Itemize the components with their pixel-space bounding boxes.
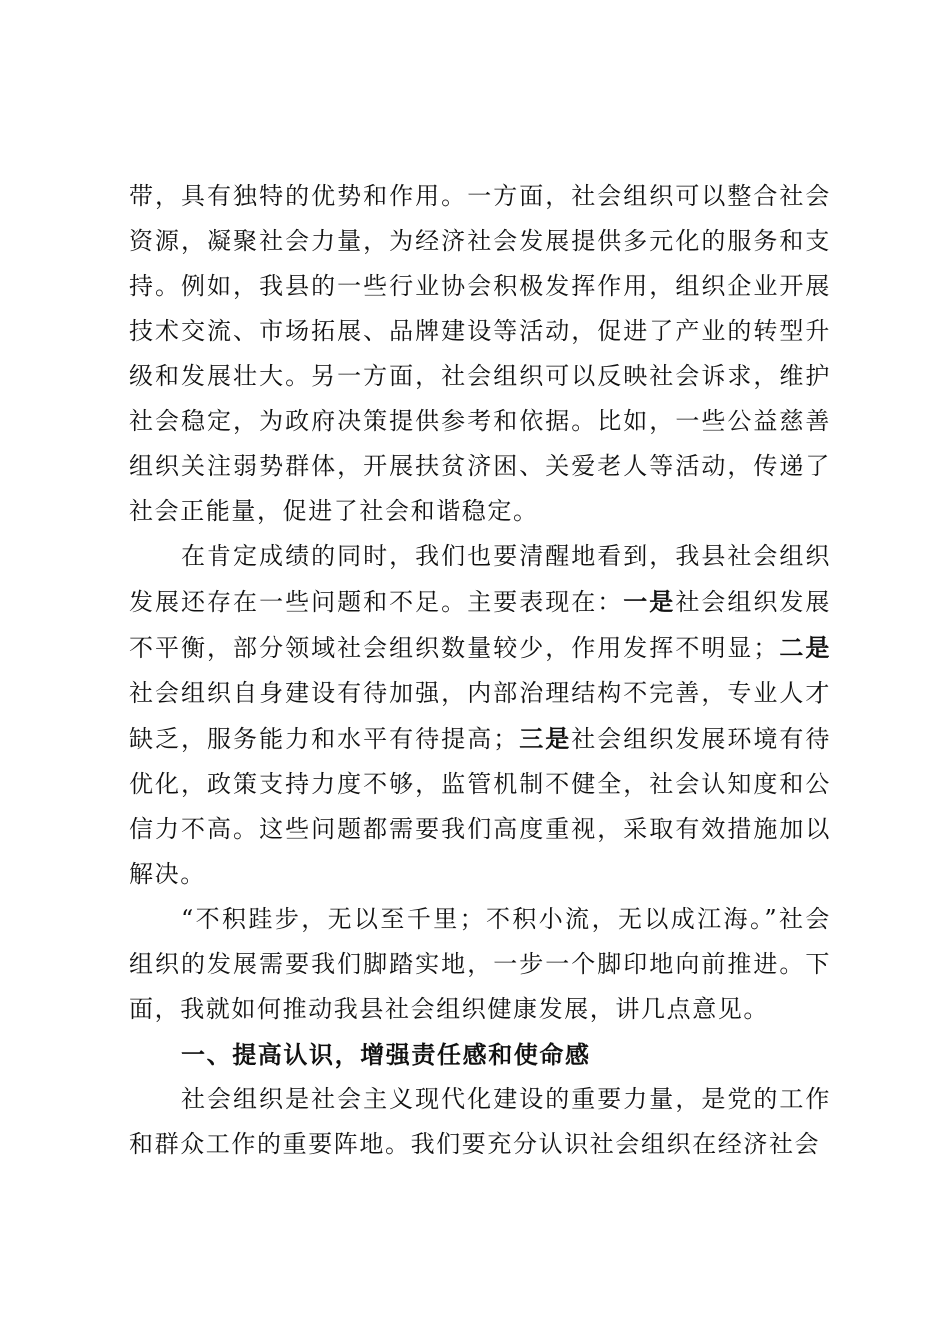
problem-three-marker: 三是 [518, 724, 572, 753]
problem-three-text: 社会组织发展环境有待优化，政策支持力度不够，监管机制不健全，社会认知度和公信力不高。这些问题都需要我们高度重视，采取有效措施加以解决。 [129, 725, 832, 888]
paragraph-problems [129, 534, 831, 897]
problem-one-marker: 一是 [623, 587, 676, 616]
paragraph-section-one: 社会组织是社会主义现代化建设的重要力量，是党的工作和群众工作的重要阵地。我们要充分认识社会组织在经济社会 [129, 1085, 831, 1158]
paragraph-quote: “不积跬步，无以至千里；不积小流，无以成江海。”社会组织的发展需要我们脚踏实地，一步一个脚印地向前推进。下面，我就如何推动我县社会组织健康发展，讲几点意见。 [129, 905, 831, 1023]
section-heading-one: 一、提高认识，增强责任感和使命感 [181, 1040, 591, 1069]
problem-two-text: 社会组织自身建设有待加强，内部治理结构不完善，专业人才缺乏，服务能力和水平有待提高； [129, 679, 831, 753]
problem-one-text: 社会组织发展不平衡，部分领域社会组织数量较少，作用发挥不明显； [129, 588, 831, 662]
document-body [129, 174, 831, 1167]
paragraph-continuation: 带，具有独特的优势和作用。一方面，社会组织可以整合社会资源，凝聚社会力量，为经济社会发展提供多元化的服务和支持。例如，我县的一些行业协会积极发挥作用，组织企业开展技术交流、市场拓展、品牌建设等活动，促进了产业的转型升级和发展壮大。另一方面，社会组织可以反映社会诉求，维护社会稳定，为政府决策提供参考和依据。比如，一些公益慈善组织关注弱势群体，开展扶贫济困、关爱老人等活动，传递了社会正能量，促进了社会和谐稳定。 [129, 182, 831, 525]
problem-two-marker: 二是 [778, 633, 831, 662]
problems-intro: 在肯定成绩的同时，我们也要清醒地看到，我县社会组织发展还存在一些问题和不足。主要表现在： [129, 542, 831, 616]
